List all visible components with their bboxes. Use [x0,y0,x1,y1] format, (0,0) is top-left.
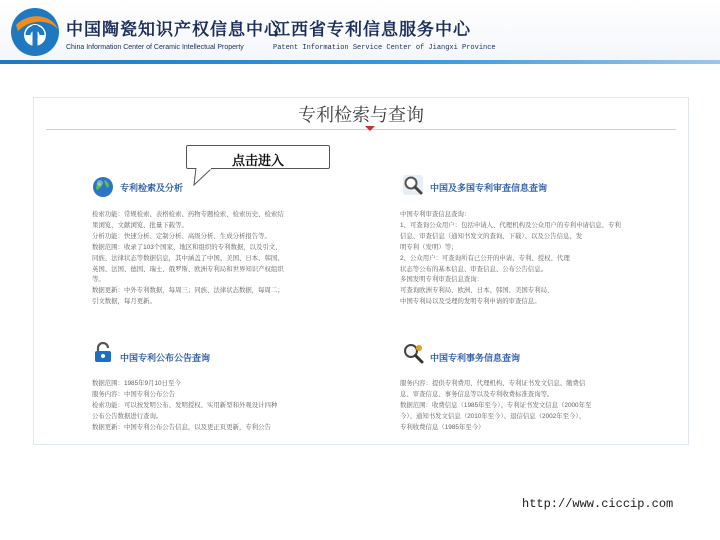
section-line: 可查询欧洲专利局、欧洲、日本、韩国、美国专利局、 [400,287,554,295]
section-title-publication-query[interactable]: 中国专利公布公告查询 [120,353,211,363]
section-line: 信息、审查信息（通知书发文的查询、下载）、以及公告信息、发 [400,232,583,240]
section-line: 等。 [92,276,105,284]
divider-marker-icon [365,126,375,131]
section-body-affairs-query [400,379,678,434]
section-line: 公布公告数据进行查询。 [92,412,163,420]
section-line: 检索功能：常规检索、表格检索、药物专题检索、检索历史、检索结 [92,211,284,218]
org-title-en-2: Patent Information Service Center of Jiangxi Province [273,44,496,52]
callout-pointer-icon [190,168,230,186]
section-line: 同族、法律状态等数据信息，其中涵盖了中国、美国、日本、韩国、 [92,254,284,262]
logo-icon [8,5,62,59]
section-line: 专利收费信息（1985年至今） [400,423,485,431]
section-line: 分析功能：快速分析、定制分析、高级分析、生成分析报告等。 [92,232,271,240]
section-line: 引文数据，每月更新。 [92,298,156,306]
section-line: 数据范围：收录了103个国家、地区和组织的专利数据，以及引文、 [92,243,282,251]
org-title-cn-1: 中国陶瓷知识产权信息中心 [66,20,282,40]
section-body-search-analysis [92,210,354,308]
section-title-search-analysis[interactable]: 专利检索及分析 [120,183,184,193]
section-line: 英国、法国、德国、瑞士、俄罗斯、欧洲专利局和世界知识产权组织 [92,265,284,273]
section-line: 数据更新：中外专利数据，每周三；同族、法律状态数据，每周二； [92,287,284,295]
panel-divider [46,129,676,130]
globe-icon[interactable] [92,176,114,198]
section-line: 今）、通知书发文信息（2010年至今）、退信信息（2002年至今）、 [400,412,585,420]
org-title-en-1: China Information Center of Ceramic Intellectual Property [66,44,244,51]
org-title-cn-2: 江西省专利信息服务中心 [273,20,471,40]
header-stripe [0,60,720,64]
section-line: 状态等公布的基本信息、审查信息、公布公告信息。 [400,265,547,273]
section-body-publication-query [92,379,354,434]
section-title-affairs-query[interactable]: 中国专利事务信息查询 [430,353,521,363]
section-line: 2、公众用户：可查询所有已公开的申请、专利、授权、代理 [400,254,570,262]
section-line: 数据范围：1985年9月10日至今 [92,380,181,387]
section-line: 数据范围：收费信息（1985年至今）、专利证书发文信息（2000年至 [400,401,592,409]
callout-label: 点击进入 [231,153,284,168]
section-line: 息、审查信息、事务信息等以及专利收费标准查询等。 [400,390,554,398]
click-enter-callout [186,145,330,169]
section-line: 明专利（发明）等； [400,243,458,251]
section-line: 1、可查询公众用户：包括申请人、代理机构及公众用户的专利申请信息、专利 [400,221,621,229]
section-line: 服务内容：中国专利公布公告 [92,390,176,398]
section-line: 服务内容：提供专利费用、代理机构、专利证书发文信息、缴费信 [400,380,586,387]
magnifier-icon[interactable] [402,174,424,196]
magnifier-gear-icon[interactable] [402,342,424,364]
footer-url-link[interactable]: http://www.ciccip.com [522,497,674,511]
section-body-examination-info [400,210,678,308]
section-line: 多国发明专利审查信息查询： [400,276,484,284]
section-title-examination-info[interactable]: 中国及多国专利审查信息查询 [430,183,548,193]
panel-title: 专利检索与查询 [298,105,424,125]
lock-icon[interactable] [92,341,114,363]
patent-search-panel [33,97,689,445]
section-line: 数据更新：中国专利公布公告信息，以及更正页更新，专利公告 [92,423,271,431]
section-line: 中国专利审查信息查询： [400,211,471,218]
section-line: 果浏览、文献浏览、批量下载等。 [92,221,188,229]
section-line: 检索功能：可以按发明公布、发明授权、实用新型和外观设计四种 [92,401,278,409]
section-line: 中国专利局以及受理的发明专利申请的审查信息。 [400,298,541,306]
